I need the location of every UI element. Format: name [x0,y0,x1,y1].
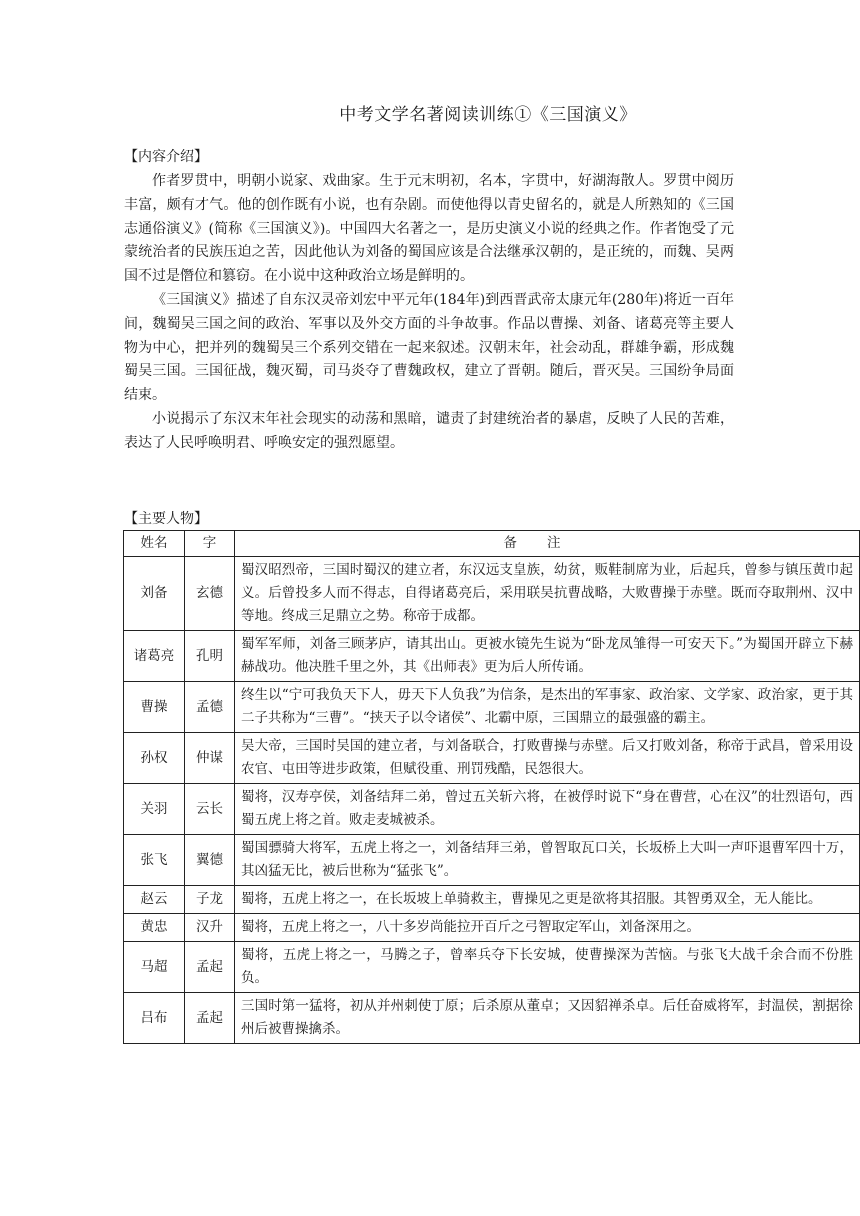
intro-section [124,170,734,456]
character-note: 蜀汉昭烈帝，三国时蜀汉的建立者，东汉远支皇族，幼贫，贩鞋制席为业，后起兵，曾参与镇压黄巾起义。后曾投多人而不得志，自得诸葛亮后，采用联吴抗曹战略，大败曹操于赤壁。既而夺取荆州、汉中等地。终成三足鼎立之势。称帝于成都。 [235,557,860,631]
character-zi: 云长 [185,784,235,835]
table-row [124,993,860,1044]
character-zi: 孔明 [185,631,235,682]
character-note: 蜀军军师，刘备三顾茅庐，请其出山。更被水镜先生说为“卧龙凤雏得一可安天下。”为蜀国开辟立下赫赫战功。他决胜千里之外，其《出师表》更为后人所传诵。 [235,631,860,682]
table-row [124,557,860,631]
intro-paragraph: 《三国演义》描述了自东汉灵帝刘宏中平元年(184年)到西晋武帝太康元年(280年)将近一百年间，魏蜀吴三国之间的政治、军事以及外交方面的斗争故事。作品以曹操、刘备、诸葛亮等主要人物为中心，把并列的魏蜀吴三个系列交错在一起来叙述。汉朝末年，社会动乱，群雄争霸，形成魏蜀吴三国。三国征战，魏灭蜀，司马炎夺了曹魏政权，建立了晋朝。随后，晋灭吴。三国纷争局面结束。 [124,291,734,404]
character-name: 关羽 [124,784,185,835]
character-note: 蜀将，五虎上将之一，八十多岁尚能拉开百斤之弓智取定军山，刘备深用之。 [235,914,860,942]
character-zi: 汉升 [185,914,235,942]
table-row [124,914,860,942]
table-row [124,886,860,914]
header-note: 备注 [235,531,860,557]
intro-heading: 【内容介绍】 [124,149,208,165]
table-header-row [124,531,860,557]
character-name: 刘备 [124,557,185,631]
characters-heading: 【主要人物】 [124,511,208,527]
characters-table [123,530,860,1044]
table-row [124,835,860,886]
character-name: 赵云 [124,886,185,914]
intro-paragraph: 作者罗贯中，明朝小说家、戏曲家。生于元末明初，名本，字贯中，好湖海散人。罗贯中阅历丰富，颇有才气。他的创作既有小说，也有杂剧。而使他得以青史留名的，就是人所熟知的《三国志通俗演义》(简称《三国演义》)。中国四大名著之一，是历史演义小说的经典之作。作者饱受了元蒙统治者的民族压迫之苦，因此他认为刘备的蜀国应该是合法继承汉朝的，是正统的，而魏、吴两国不过是僭位和篡窃。在小说中这种政治立场是鲜明的。 [124,173,734,285]
character-name: 张飞 [124,835,185,886]
character-name: 吕布 [124,993,185,1044]
character-note: 蜀将，五虎上将之一，在长坂坡上单骑救主，曹操见之更是欲将其招服。其智勇双全，无人能比。 [235,886,860,914]
table-row [124,784,860,835]
character-name: 诸葛亮 [124,631,185,682]
character-zi: 孟起 [185,993,235,1044]
table-row [124,631,860,682]
page-title: 中考文学名著阅读训练①《三国演义》 [339,105,637,125]
character-zi: 玄德 [185,557,235,631]
table-body [124,557,860,1044]
character-zi: 翼德 [185,835,235,886]
character-name: 孙权 [124,733,185,784]
character-zi: 子龙 [185,886,235,914]
table-row [124,942,860,993]
character-note: 吴大帝，三国时吴国的建立者，与刘备联合，打败曹操与赤壁。后又打败刘备，称帝于武昌，曾采用设农官、屯田等进步政策，但赋役重、刑罚残酷，民怨很大。 [235,733,860,784]
character-name: 黄忠 [124,914,185,942]
character-note: 蜀将，汉寿亭侯，刘备结拜二弟，曾过五关斩六将，在被俘时说下“身在曹营，心在汉”的壮烈语句，西蜀五虎上将之首。败走麦城被杀。 [235,784,860,835]
character-note: 终生以“宁可我负天下人，毋天下人负我”为信条，是杰出的军事家、政治家、文学家、政治家，更于其二子共称为“三曹”。“挟天子以令诸侯”、北霸中原，三国鼎立的最强盛的霸主。 [235,682,860,733]
header-zi: 字 [185,531,235,557]
character-note: 三国时第一猛将，初从并州刺使丁原；后杀原从董卓；又因貂禅杀卓。后任奋威将军，封温侯，割据徐州后被曹操擒杀。 [235,993,860,1044]
character-name: 曹操 [124,682,185,733]
character-name: 马超 [124,942,185,993]
character-zi: 孟起 [185,942,235,993]
table-row [124,733,860,784]
character-zi: 孟德 [185,682,235,733]
character-zi: 仲谋 [185,733,235,784]
intro-paragraph: 小说揭示了东汉末年社会现实的动荡和黑暗，谴责了封建统治者的暴虐，反映了人民的苦难，表达了人民呼唤明君、呼唤安定的强烈愿望。 [124,410,734,451]
header-name: 姓名 [124,531,185,557]
character-note: 蜀国骠骑大将军，五虎上将之一，刘备结拜三弟，曾智取瓦口关，长坂桥上大叫一声吓退曹军四十万，其凶猛无比，被后世称为“猛张飞”。 [235,835,860,886]
character-note: 蜀将，五虎上将之一，马腾之子，曾率兵夺下长安城，使曹操深为苦恼。与张飞大战千余合而不份胜负。 [235,942,860,993]
table-row [124,682,860,733]
